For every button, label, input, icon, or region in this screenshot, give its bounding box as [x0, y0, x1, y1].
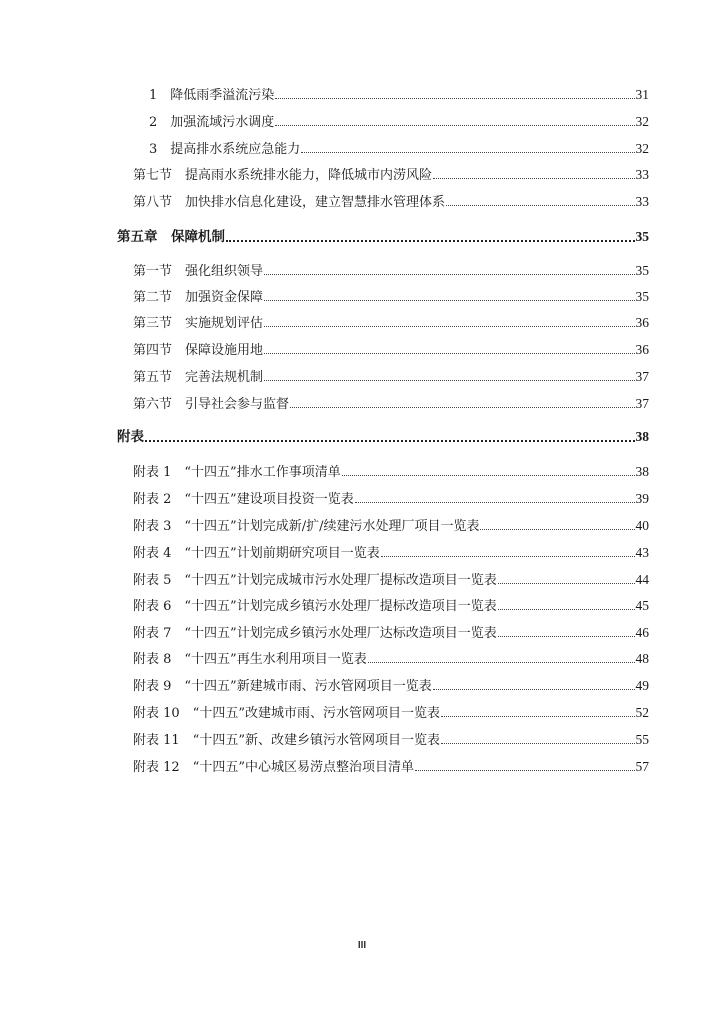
toc-entry-page: 33 — [635, 194, 649, 209]
toc-entry-title: 附表 10 “十四五”改建城市雨、污水管网项目一览表 — [133, 706, 440, 721]
toc-entry-title: 附表 6 “十四五”计划完成乡镇污水处理厂提标改造项目一览表 — [133, 599, 497, 614]
leader-dots — [264, 262, 634, 275]
toc-entry[interactable] — [133, 193, 649, 211]
toc-entry[interactable] — [133, 368, 649, 386]
toc-entry-page: 32 — [635, 114, 649, 129]
toc-entry-page: 46 — [635, 625, 649, 640]
leader-dots — [441, 704, 635, 717]
toc-entry-title: 第七节 提高雨水系统排水能力，降低城市内涝风险 — [133, 168, 433, 183]
toc-entry-page: 48 — [635, 651, 649, 666]
leader-dots — [441, 731, 635, 744]
toc-entry[interactable] — [133, 166, 649, 184]
toc-entry-page: 33 — [635, 167, 649, 182]
toc-entry-title: 附表 4 “十四五”计划前期研究项目一览表 — [133, 546, 380, 561]
leader-dots — [446, 193, 634, 206]
toc-entry-title: 附表 2 “十四五”建设项目投资一览表 — [133, 492, 354, 507]
toc-appendix-entry[interactable] — [133, 677, 649, 695]
leader-dots — [498, 571, 635, 584]
toc-appendix-entry[interactable] — [133, 650, 649, 668]
leader-dots — [368, 650, 635, 663]
toc-entry-title: 附表 12 “十四五”中心城区易涝点整治项目清单 — [133, 760, 414, 775]
toc-entry-title: 附表 11 “十四五”新、改建乡镇污水管网项目一览表 — [133, 733, 440, 748]
toc-entry-page: 40 — [635, 518, 649, 533]
toc-entry-page: 57 — [635, 759, 649, 774]
leader-dots — [433, 677, 635, 690]
toc-entry[interactable] — [133, 262, 649, 280]
toc-appendix-entry[interactable] — [133, 624, 649, 642]
toc-entry-page: 43 — [635, 545, 649, 560]
toc-entry-title: 第三节 实施规划评估 — [133, 316, 264, 331]
toc-entry-page: 44 — [635, 572, 649, 587]
toc-entry-title: 附表 1 “十四五”排水工作事项清单 — [133, 465, 341, 480]
toc-entry-page: 35 — [635, 229, 649, 244]
leader-dots — [498, 597, 635, 610]
leader-dots — [355, 490, 635, 503]
page-number-footer: III — [357, 940, 367, 951]
toc-entry-page: 55 — [635, 732, 649, 747]
toc-entry[interactable] — [149, 86, 649, 104]
leader-dots — [290, 395, 634, 408]
toc-entry-page: 35 — [635, 289, 649, 304]
toc-appendix-entry[interactable] — [133, 517, 649, 535]
leader-dots — [433, 166, 634, 179]
toc-appendix-entry[interactable] — [133, 597, 649, 615]
leader-dots — [415, 758, 635, 771]
toc-entry-page: 31 — [635, 87, 649, 102]
toc-entry-title: 附表 — [117, 429, 144, 445]
toc-entry-title: 附表 3 “十四五”计划完成新/扩/续建污水处理厂项目一览表 — [133, 519, 480, 534]
toc-appendix-entry[interactable] — [133, 571, 649, 589]
toc-entry-title: 1 降低雨季溢流污染 — [149, 88, 275, 103]
toc-entry-page: 32 — [635, 141, 649, 156]
leader-dots — [264, 341, 634, 354]
toc-entry-page: 49 — [635, 678, 649, 693]
toc-entry[interactable] — [133, 395, 649, 413]
toc-entry-title: 附表 8 “十四五”再生水利用项目一览表 — [133, 652, 367, 667]
toc-entry-title: 第二节 加强资金保障 — [133, 290, 264, 305]
toc-entry-title: 第六节 引导社会参与监督 — [133, 397, 290, 412]
toc-entry-title: 附表 5 “十四五”计划完成城市污水处理厂提标改造项目一览表 — [133, 573, 497, 588]
toc-appendix-entry[interactable] — [133, 731, 649, 749]
toc-entry-page: 38 — [635, 429, 649, 444]
toc-chapter-entry[interactable] — [117, 228, 649, 246]
toc-entry-title: 第五节 完善法规机制 — [133, 370, 264, 385]
toc-entry[interactable] — [133, 288, 649, 306]
toc-entry[interactable] — [149, 113, 649, 131]
toc-appendix-entry[interactable] — [133, 544, 649, 562]
toc-entry-title: 附表 9 “十四五”新建城市雨、污水管网项目一览表 — [133, 679, 432, 694]
leader-dots — [342, 463, 635, 476]
toc-entry-page: 36 — [635, 315, 649, 330]
toc-entry-page: 37 — [635, 369, 649, 384]
toc-appendix-entry[interactable] — [133, 490, 649, 508]
toc-appendix-entry[interactable] — [133, 758, 649, 776]
toc-entry[interactable] — [133, 314, 649, 332]
toc-entry-title: 第五章 保障机制 — [117, 229, 225, 245]
toc-entry-title: 2 加强流域污水调度 — [149, 115, 275, 130]
toc-entry-page: 35 — [635, 263, 649, 278]
toc-chapter-entry[interactable] — [117, 428, 649, 446]
toc-entry-title: 第四节 保障设施用地 — [133, 343, 264, 358]
toc-entry-title: 第八节 加快排水信息化建设，建立智慧排水管理体系 — [133, 195, 446, 210]
toc-entry[interactable] — [133, 341, 649, 359]
toc-entry-title: 3 提高排水系统应急能力 — [149, 142, 301, 157]
leader-dots — [498, 624, 635, 637]
leader-dots — [145, 428, 635, 442]
leader-dots — [275, 86, 634, 99]
leader-dots — [381, 544, 635, 557]
toc-appendix-entry[interactable] — [133, 704, 649, 722]
leader-dots — [264, 314, 634, 327]
toc-entry-page: 39 — [635, 491, 649, 506]
toc-entry-page: 37 — [635, 396, 649, 411]
toc-appendix-entry[interactable] — [133, 463, 649, 481]
toc-entry-page: 38 — [635, 464, 649, 479]
leader-dots — [275, 113, 634, 126]
leader-dots — [264, 288, 634, 301]
toc-entry[interactable] — [149, 140, 649, 158]
leader-dots — [226, 228, 635, 242]
toc-entry-page: 45 — [635, 598, 649, 613]
toc-entry-page: 36 — [635, 342, 649, 357]
leader-dots — [264, 368, 634, 381]
toc-entry-title: 第一节 强化组织领导 — [133, 264, 264, 279]
leader-dots — [301, 140, 634, 153]
toc-entry-title: 附表 7 “十四五”计划完成乡镇污水处理厂达标改造项目一览表 — [133, 626, 497, 641]
toc-entry-page: 52 — [635, 705, 649, 720]
leader-dots — [480, 517, 634, 530]
